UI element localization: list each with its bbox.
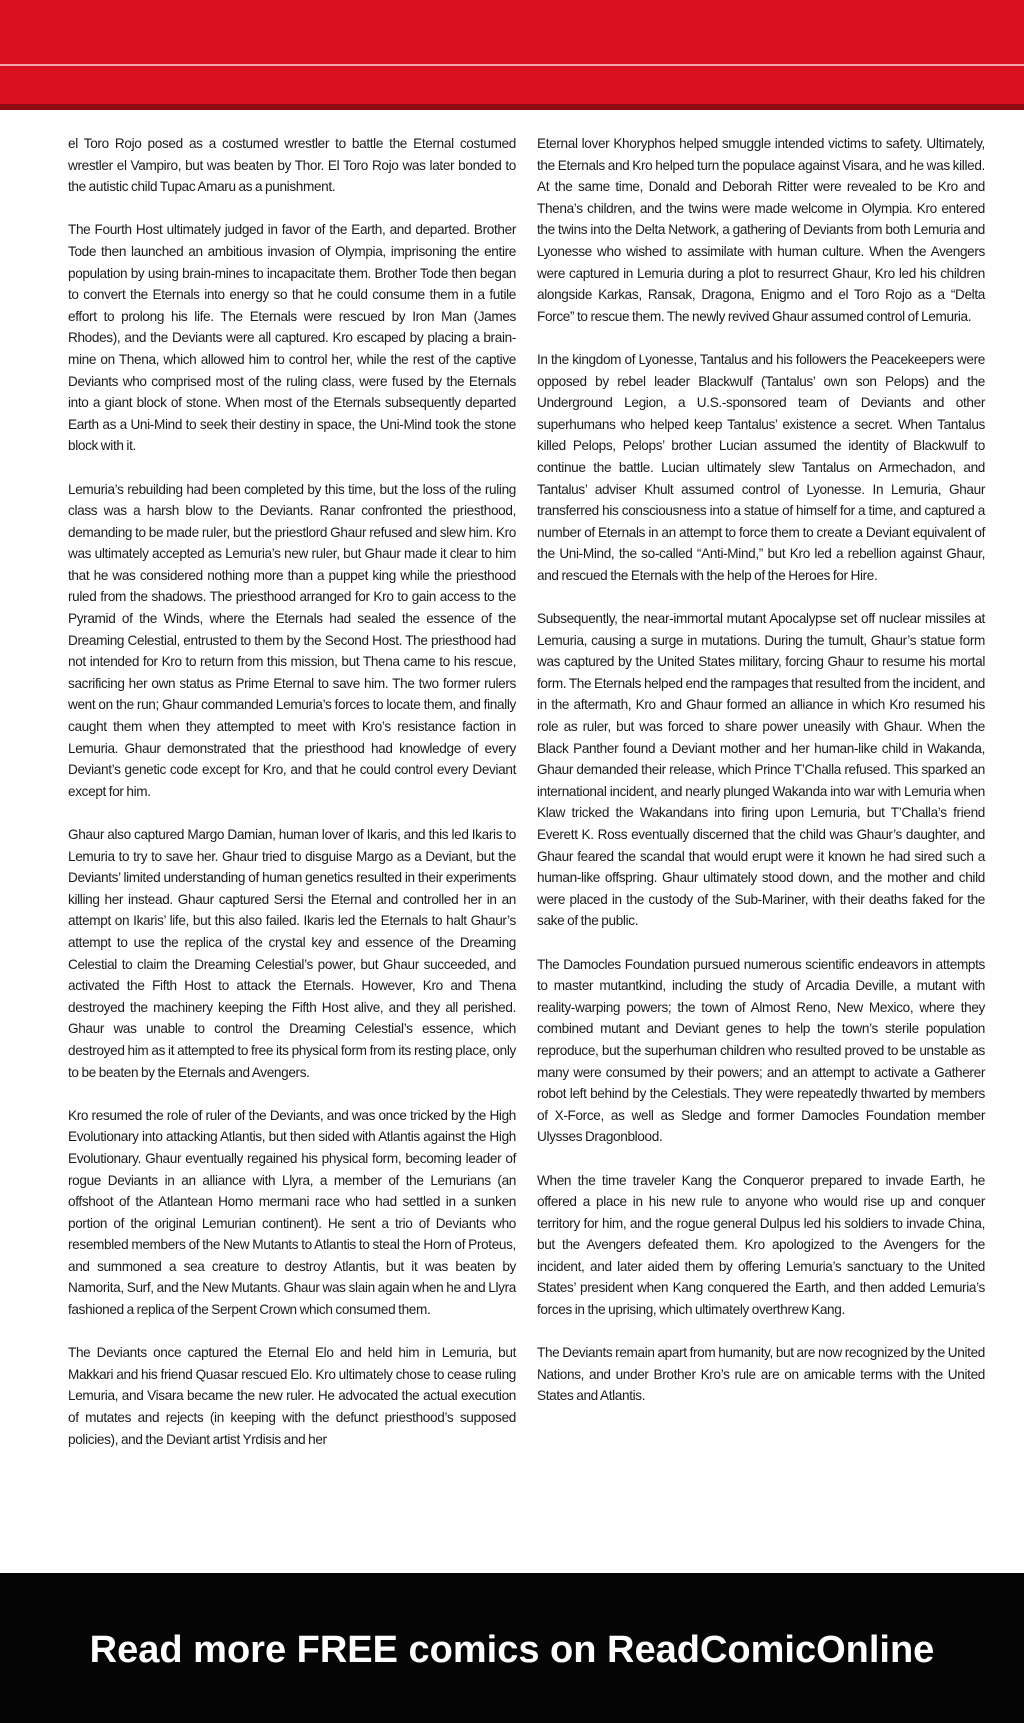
paragraph: Eternal lover Khoryphos helped smuggle intended victims to safety. Ultimately, the Eternals and Kro helped turn the populace against Visara, and he was killed. At the same time, Donald and Deborah Ritter were revealed to be Kro and Thena’s children, and the twins were made welcome in Olympia. Kro entered the twins into the Delta Network, a gathering of Deviants from both Lemuria and Lyonesse who wished to assimilate with human culture. When the Avengers were captured in Lemuria during a plot to resurrect Ghaur, Kro led his children alongside Karkas, Ransak, Dragona, Enigmo and el Toro Rojo as a “Delta Force” to rescue them. The newly revived Ghaur assumed control of Lemuria. [537,136,985,324]
header-shadow [0,104,1024,110]
footer-banner-text[interactable]: Read more FREE comics on ReadComicOnline [89,1629,935,1671]
right-text-column [537,133,985,1429]
paragraph: In the kingdom of Lyonesse, Tantalus and his followers the Peacekeepers were opposed by rebel leader Blackwulf (Tantalus’ own son Pelops) and the Underground Legion, a U.S.-sponsored team of Deviants and other superhumans who helped keep Tantalus’ existence a secret. When Tantalus killed Pelops, Pelops’ brother Lucian assumed the identity of Blackwulf to continue the battle. Lucian ultimately slew Tantalus on Armechadon, and Tantalus’ adviser Khult assumed control of Lyonesse. In Lemuria, Ghaur transferred his consciousness into a statue of himself for a time, and captured a number of Eternals in an attempt to force them to create a Deviant equivalent of the Uni-Mind, the so-called “Anti-Mind,” but Kro led a rebellion against Ghaur, and rescued the Eternals with the help of the Heroes for Hire. [537,351,985,583]
paragraph: The Damocles Foundation pursued numerous scientific endeavors in attempts to master mutantkind, including the study of Arcadia Deville, a mutant with reality-warping powers; the town of Almost Reno, New Mexico, where they combined mutant and Deviant genes to help the town’s sterile population reproduce, but the superhuman children who resulted proved to be unstable as many were consumed by their powers; and an attempt to activate a Gatherer robot left behind by the Celestials. They were repeatedly thwarted by members of X-Force, as well as Sledge and former Damocles Foundation member Ulysses Dragonblood. [537,956,985,1145]
paragraph: Subsequently, the near-immortal mutant Apocalypse set off nuclear missiles at Lemuria, causing a surge in mutations. During the tumult, Ghaur’s statue form was captured by the United States military, forcing Ghaur to resume his mortal form. The Eternals helped end the rampages that resulted from the incident, and in the aftermath, Kro and Ghaur formed an alliance in which Kro resumed his role as ruler, but was forced to share power uneasily with Ghaur. When the Black Panther found a Deviant mother and her human-like child in Wakanda, Ghaur demanded their release, which Prince T’Challa refused. This sparked an international incident, and nearly plunged Wakanda into war with Lemuria when Klaw tricked the Wakandans into firing upon Lemuria, but T’Challa’s friend Everett K. Ross eventually discerned that the child was Ghaur’s daughter, and Ghaur feared the scandal that would erupt were it known he had sired such a human-like offspring. Ghaur ultimately stood down, and the mother and child were placed in the custody of the Sub-Mariner, with their deaths faked for the sake of the public. [537,611,985,929]
paragraph: The Fourth Host ultimately judged in favor of the Earth, and departed. Brother Tode then launched an ambitious invasion of Olympia, imprisoning the entire population by using brain-mines to incapacitate them. Brother Tode then began to convert the Eternals into energy so that he could consume them in a futile effort to prolong his life. The Eternals were rescued by Iron Man (James Rhodes), and the Deviants were all captured. Kro escaped by placing a brain-mine on Thena, which allowed him to control her, while the rest of the captive Deviants who comprised most of the ruling class, were fused by the Eternals into a giant block of stone. When most of the Eternals subsequently departed Earth as a Uni-Mind to seek their destiny in space, the Uni-Mind took the stone block with it. [68,222,516,454]
paragraph: When the time traveler Kang the Conqueror prepared to invade Earth, he offered a place in his new rule to anyone who would rise up and conquer territory for him, and the rogue general Dulpus led his soldiers to invade China, but the Avengers defeated them. Kro apologized to the Avengers for the incident, and later aided them by offering Lemuria’s sanctuary to the United States’ president when Kang conquered the Earth, and then added Lemuria’s forces in the uprising, which ultimately overthrew Kang. [537,1172,985,1318]
paragraph: Lemuria’s rebuilding had been completed by this time, but the loss of the ruling class was a harsh blow to the Deviants. Ranar confronted the priesthood, demanding to be made ruler, but the priestlord Ghaur refused and slew him. Kro was ultimately accepted as Lemuria’s new ruler, but Ghaur made it clear to him that he was considered nothing more than a puppet king while the priesthood ruled from the shadows. The priesthood arranged for Kro to gain access to the Pyramid of the Winds, where the Eternals had sealed the essence of the Dreaming Celestial, entrusted to them by the Second Host. The priesthood had not intended for Kro to return from this mission, but Thena came to his rescue, sacrificing her own status as Prime Eternal to save him. The two former rulers went on the run; Ghaur commanded Lemuria’s forces to locate them, and finally caught them when they attempted to meet with Kro’s resistance faction in Lemuria. Ghaur demonstrated that the priesthood had knowledge of every Deviant’s genetic code except for Kro, and that he could control every Deviant except for him. [68,481,516,799]
paragraph: Kro resumed the role of ruler of the Deviants, and was once tricked by the High Evolutionary into attacking Atlantis, but then sided with Atlantis against the High Evolutionary. Ghaur eventually regained his physical form, becoming leader of rogue Deviants in an alliance with Llyra, a member of the Lemurians (an offshoot of the Atlantean Homo mermani race who had settled in a sunken portion of the original Lemurian continent). He sent a trio of Deviants who resembled members of the New Mutants to Atlantis to steal the Horn of Proteus, and summoned a sea creature to destroy Atlantis, but it was beaten by Namorita, Surf, and the New Mutants. Ghaur was slain again when he and Llyra fashioned a replica of the Serpent Crown which consumed them. [68,1107,516,1318]
paragraph: The Deviants remain apart from humanity, but are now recognized by the United Nations, and under Brother Kro’s rule are on amicable terms with the United States and Atlantis. [537,1345,985,1404]
left-text-column [68,133,516,1472]
paragraph: el Toro Rojo posed as a costumed wrestler to battle the Eternal costumed wrestler el Vampiro, but was beaten by Thor. El Toro Rojo was later bonded to the autistic child Tupac Amaru as a punishment. [68,136,516,195]
header-red-band [0,0,1024,110]
header-stripe [0,64,1024,66]
paragraph: Ghaur also captured Margo Damian, human lover of Ikaris, and this led Ikaris to Lemuria to try to save her. Ghaur tried to disguise Margo as a Deviant, but the Deviants’ limited understanding of human genetics resulted in their experiments killing her instead. Ghaur captured Sersi the Eternal and controlled her in an attempt on Ikaris’ life, but this also failed. Ikaris led the Eternals to halt Ghaur’s attempt to use the replica of the crystal key and essence of the Dreaming Celestial to claim the Dreaming Celestial’s power, but Ghaur succeeded, and activated the Fifth Host to attack the Eternals. However, Kro and Thena destroyed the machinery keeping the Fifth Host alive, and they all perished. Ghaur was unable to control the Dreaming Celestial’s essence, which destroyed him as it attempted to free its physical form from its resting place, only to be beaten by the Eternals and Avengers. [68,827,516,1080]
paragraph: The Deviants once captured the Eternal Elo and held him in Lemuria, but Makkari and his friend Quasar rescued Elo. Kro ultimately chose to cease ruling Lemuria, and Visara became the new ruler. He advocated the actual execution of mutates and rejects (in keeping with the defunct priesthood’s supposed policies), and the Deviant artist Yrdisis and her [68,1345,516,1447]
